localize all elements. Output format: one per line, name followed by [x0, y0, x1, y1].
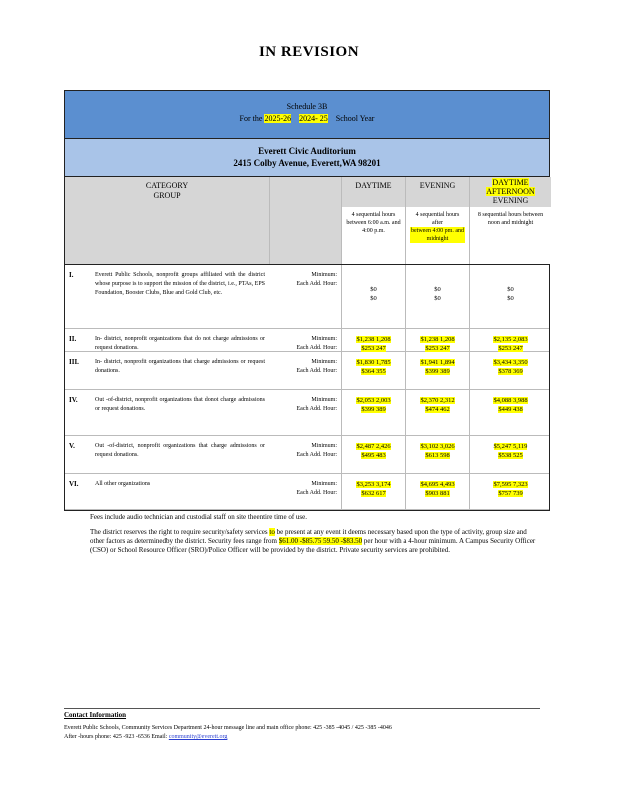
afternoon-line3: EVENING: [492, 196, 529, 205]
note2-text-c: per hour with a 4-hour minimum. A Campus Security Officer (CSO) or School Resource Officer (SRO)/Police Officer will be provided by the district. Private security services are prohibited.: [90, 537, 536, 554]
row-number: I.: [69, 271, 74, 279]
evening-hourly-value: $903 881: [425, 490, 450, 497]
daytime-minimum-value: $0: [370, 286, 377, 293]
evening-rate-cell: [405, 436, 469, 473]
rental-rates-table: [64, 90, 550, 511]
note1-text: Fees include audio technician and custodial staff on site theentire time of use.: [90, 513, 307, 521]
footer-divider: [64, 708, 540, 709]
afternoon-rate-cell: [469, 474, 551, 509]
daytime-rate-cell: [341, 474, 405, 509]
contact-line2-prefix: After -hours phone: 425 -923 -6536 Email:: [64, 734, 168, 740]
note2-text-b: be present at any event it deems necessary based upon the type of activity, group size and other factors as determinedby the district. Security fees range from: [90, 528, 527, 545]
evening-header: [405, 177, 469, 264]
daytime-hourly-value: $364 355: [361, 368, 386, 375]
minimum-label: Minimum:: [311, 397, 337, 403]
row-category-cell: [65, 352, 341, 389]
daytime-rate-cell: [341, 390, 405, 435]
each-add-hour-label: Each Add. Hour:: [296, 281, 337, 287]
row-rate-labels: [267, 358, 337, 376]
afternoon-minimum-value: $3,434 3,350: [493, 359, 528, 366]
evening-rate-cell: [405, 329, 469, 351]
daytime-minimum-value: $3,253 3,174: [356, 481, 391, 488]
daytime-label: DAYTIME: [342, 177, 405, 207]
evening-minimum-value: $2,370 2,312: [420, 397, 455, 404]
table-row: [65, 329, 549, 352]
afternoon-hourly-value: $378 369: [498, 368, 523, 375]
evening-hourly-value: $253 247: [425, 345, 450, 352]
each-add-hour-label: Each Add. Hour:: [296, 490, 337, 496]
daytime-rate-cell: [341, 436, 405, 473]
evening-hourly-value: $0: [434, 295, 441, 302]
afternoon-hourly-value: $253 247: [498, 345, 523, 352]
note2-text-a: The district reserves the right to require security/safety services: [90, 528, 268, 536]
row-category-cell: [65, 474, 341, 509]
row-description: Out -of-district, nonprofit organizations that donot charge admissions or request donations.: [95, 397, 265, 412]
afternoon-note: 8 sequential hours between noon and midnight: [477, 212, 544, 226]
afternoon-rate-cell: [469, 390, 551, 435]
category-label: CATEGORY: [145, 181, 189, 190]
afternoon-minimum-value: $2,135 2,083: [493, 336, 528, 343]
row-number: IV.: [69, 396, 78, 404]
evening-label: EVENING: [406, 177, 469, 207]
table-row: [65, 474, 549, 510]
afternoon-hourly-value: $757 739: [498, 490, 523, 497]
daytime-rate-cell: [341, 329, 405, 351]
each-add-hour-label: Each Add. Hour:: [296, 406, 337, 412]
row-rate-labels: [267, 271, 337, 289]
year-new: 2025-26: [264, 114, 292, 123]
table-row: [65, 352, 549, 390]
evening-rate-cell: [405, 265, 469, 328]
daytime-hourly-value: $0: [370, 295, 377, 302]
evening-hourly-value: $613 598: [425, 452, 450, 459]
minimum-label: Minimum:: [311, 359, 337, 365]
row-description: In- district, nonprofit organizations that do not charge admissions or request donations.: [95, 336, 265, 351]
afternoon-minimum-value: $4,088 3,988: [493, 397, 528, 404]
contact-email-link[interactable]: community@everett.org: [168, 734, 228, 740]
afternoon-rate-cell: [469, 436, 551, 473]
afternoon-rate-cell: [469, 352, 551, 389]
year-prefix: For the: [239, 114, 263, 123]
row-number: VI.: [69, 480, 79, 488]
afternoon-hourly-value: $538 525: [498, 452, 523, 459]
page-title: IN REVISION: [258, 44, 360, 60]
each-add-hour-label: Each Add. Hour:: [296, 345, 337, 351]
table-row: [65, 265, 549, 329]
evening-note: [406, 207, 469, 243]
daytime-note: 4 sequential hours between 6:00 a.m. and 4:00 p.m.: [346, 212, 401, 234]
venue-address: 2415 Colby Avenue, Everett,WA 98201: [233, 158, 381, 168]
row-category-cell: [65, 265, 341, 328]
minimum-label: Minimum:: [311, 481, 337, 487]
row-rate-labels: [267, 335, 337, 353]
afternoon-minimum-value: $5,247 5,119: [493, 443, 528, 450]
row-category-cell: [65, 390, 341, 435]
venue-name: Everett Civic Auditorium: [258, 146, 356, 156]
daytime-hourly-value: $399 389: [361, 406, 386, 413]
notes-section: [70, 513, 540, 561]
note2-range: $61.00 -$85.75 59.50 -$83.50: [278, 537, 363, 545]
daytime-hourly-value: $632 617: [361, 490, 386, 497]
daytime-minimum-value: $1,238 1,208: [356, 336, 391, 343]
each-add-hour-label: Each Add. Hour:: [296, 452, 337, 458]
minimum-label: Minimum:: [311, 272, 337, 278]
row-description: Everett Public Schools, nonprofit groups affiliated with the district whose purpose is to support the mission of the district, i.e., PTAs, EPS Foundation, Booster Clubs, Blue and Gold Club, etc.: [95, 272, 265, 296]
year-suffix: School Year: [335, 114, 375, 123]
afternoon-rate-cell: [469, 329, 551, 351]
contact-line1: Everett Public Schools, Community Services Department 24-hour message line and main office phone: 425 -385 -4045 / 425 -385 -4046: [64, 725, 392, 731]
daytime-hourly-value: $253 247: [361, 345, 386, 352]
rate-rows: [65, 265, 549, 510]
year-old: 2024- 25: [299, 114, 328, 123]
minimum-label: Minimum:: [311, 336, 337, 342]
row-number: III.: [69, 358, 79, 366]
evening-minimum-value: $3,102 3,026: [420, 443, 455, 450]
evening-rate-cell: [405, 390, 469, 435]
table-row: [65, 390, 549, 436]
evening-rate-cell: [405, 474, 469, 509]
afternoon-hourly-value: $0: [507, 295, 514, 302]
row-number: II.: [69, 335, 77, 343]
afternoon-line2: AFTERNOON: [486, 187, 535, 196]
group-label: GROUP: [153, 191, 181, 200]
evening-hourly-value: $399 389: [425, 368, 450, 375]
venue-header: [65, 139, 549, 177]
daytime-minimum-value: $1,830 1,785: [356, 359, 391, 366]
afternoon-header: [469, 177, 551, 264]
note2-to: to: [269, 528, 275, 536]
row-rate-labels: [267, 442, 337, 460]
afternoon-line1: DAYTIME: [492, 178, 529, 187]
schedule-header: [65, 91, 549, 139]
minimum-label: Minimum:: [311, 443, 337, 449]
evening-minimum-value: $1,941 1,894: [420, 359, 455, 366]
daytime-header: [341, 177, 405, 264]
row-rate-labels: [267, 480, 337, 498]
note-security: [70, 528, 540, 555]
category-header: [65, 177, 269, 264]
school-year-line: [65, 113, 549, 125]
table-row: [65, 436, 549, 474]
afternoon-hourly-value: $449 438: [498, 406, 523, 413]
row-description: In- district, nonprofit organizations that charge admissions or request donations.: [95, 359, 265, 374]
contact-line2: [64, 733, 544, 742]
row-description: All other organizations: [95, 481, 151, 487]
daytime-hourly-value: $495 483: [361, 452, 386, 459]
evening-minimum-value: $4,695 4,493: [420, 481, 455, 488]
row-category-cell: [65, 436, 341, 473]
row-rate-labels: [267, 396, 337, 414]
contact-heading: Contact Information: [64, 711, 127, 719]
daytime-minimum-value: $2,053 2,003: [356, 397, 391, 404]
evening-rate-cell: [405, 352, 469, 389]
evening-note-a: 4 sequential hours after: [415, 212, 460, 226]
note-fees: [70, 513, 540, 522]
daytime-rate-cell: [341, 265, 405, 328]
row-description: Out -of-district, nonprofit organizations that charge admissions or request donations.: [95, 443, 265, 458]
afternoon-minimum-value: $0: [507, 286, 514, 293]
evening-note-b: between 4:00 pm. and midnight: [411, 228, 464, 242]
afternoon-minimum-value: $7,595 7,323: [493, 481, 528, 488]
daytime-minimum-value: $2,487 2,426: [356, 443, 391, 450]
contact-info: [64, 724, 544, 742]
row-number: V.: [69, 442, 75, 450]
afternoon-label: [470, 177, 551, 207]
column-header-row: [65, 177, 549, 265]
evening-minimum-value: $0: [434, 286, 441, 293]
each-add-hour-label: Each Add. Hour:: [296, 368, 337, 374]
daytime-rate-cell: [341, 352, 405, 389]
evening-minimum-value: $1,238 1,208: [420, 336, 455, 343]
schedule-label: Schedule 3B: [286, 102, 328, 111]
afternoon-rate-cell: [469, 265, 551, 328]
spacer-header: [269, 177, 341, 264]
evening-hourly-value: $474 462: [425, 406, 450, 413]
row-category-cell: [65, 329, 341, 351]
